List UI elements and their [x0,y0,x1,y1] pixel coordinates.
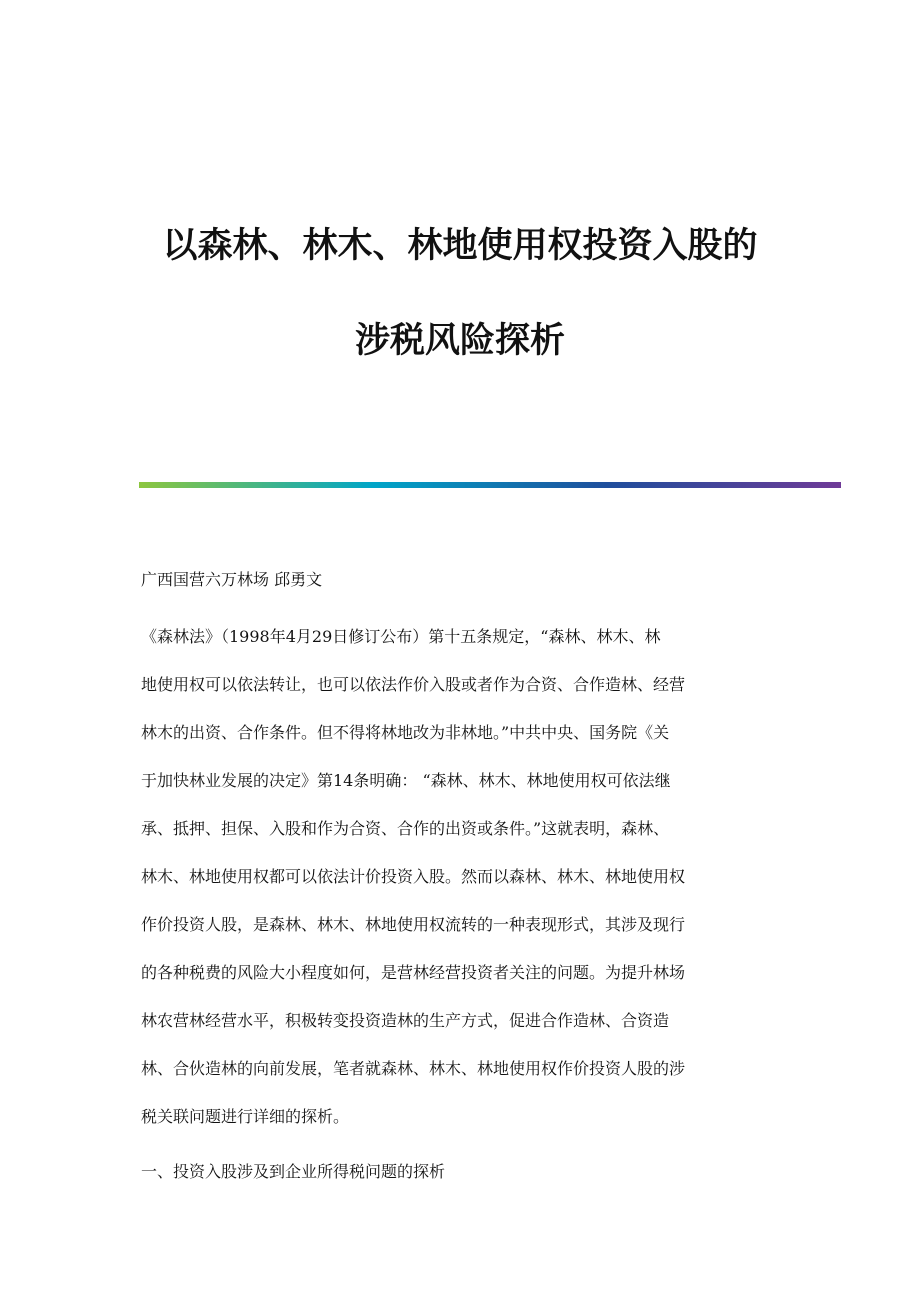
section-heading: 一、投资入股涉及到企业所得税问题的探析 [141,1162,446,1181]
paragraph-line: 作价投资人股，是森林、林木、林地使用权流转的一种表现形式，其涉及现行 [141,915,686,934]
paragraph-line: 林木、林地使用权都可以依法计价投资入股。然而以森林、林木、林地使用权 [141,867,686,886]
paragraph-line: 税关联问题进行详细的探析。 [141,1107,350,1126]
paragraph-line: 于加快林业发展的决定》第14条明确： “森林、林木、林地使用权可依法继 [141,771,671,790]
author-line: 广西国营六万林场 邱勇文 [141,570,323,589]
paragraph-line: 林木的出资、合作条件。但不得将林地改为非林地。”中共中央、国务院《关 [141,723,670,742]
paragraph-line: 承、抵押、担保、入股和作为合资、合作的出资或条件。”这就表明，森林、 [141,819,670,838]
title-divider [139,482,841,488]
paragraph-line: 地使用权可以依法转让，也可以依法作价入股或者作为合资、合作造林、经营 [141,675,686,694]
document-title-line-1: 以森林、林木、林地使用权投资入股的 [162,226,758,266]
paragraph-line: 《森林法》（1998年4月29日修订公布）第十五条规定，“森林、林木、林 [141,627,661,646]
paragraph-line: 的各种税费的风险大小程度如何，是营林经营投资者关注的问题。为提升林场 [141,963,686,982]
paragraph-line: 林农营林经营水平，积极转变投资造林的生产方式，促进合作造林、合资造 [141,1011,670,1030]
paragraph-line: 林、合伙造林的向前发展，笔者就森林、林木、林地使用权作价投资人股的涉 [141,1059,686,1078]
document-title-line-2: 涉税风险探析 [354,321,565,361]
